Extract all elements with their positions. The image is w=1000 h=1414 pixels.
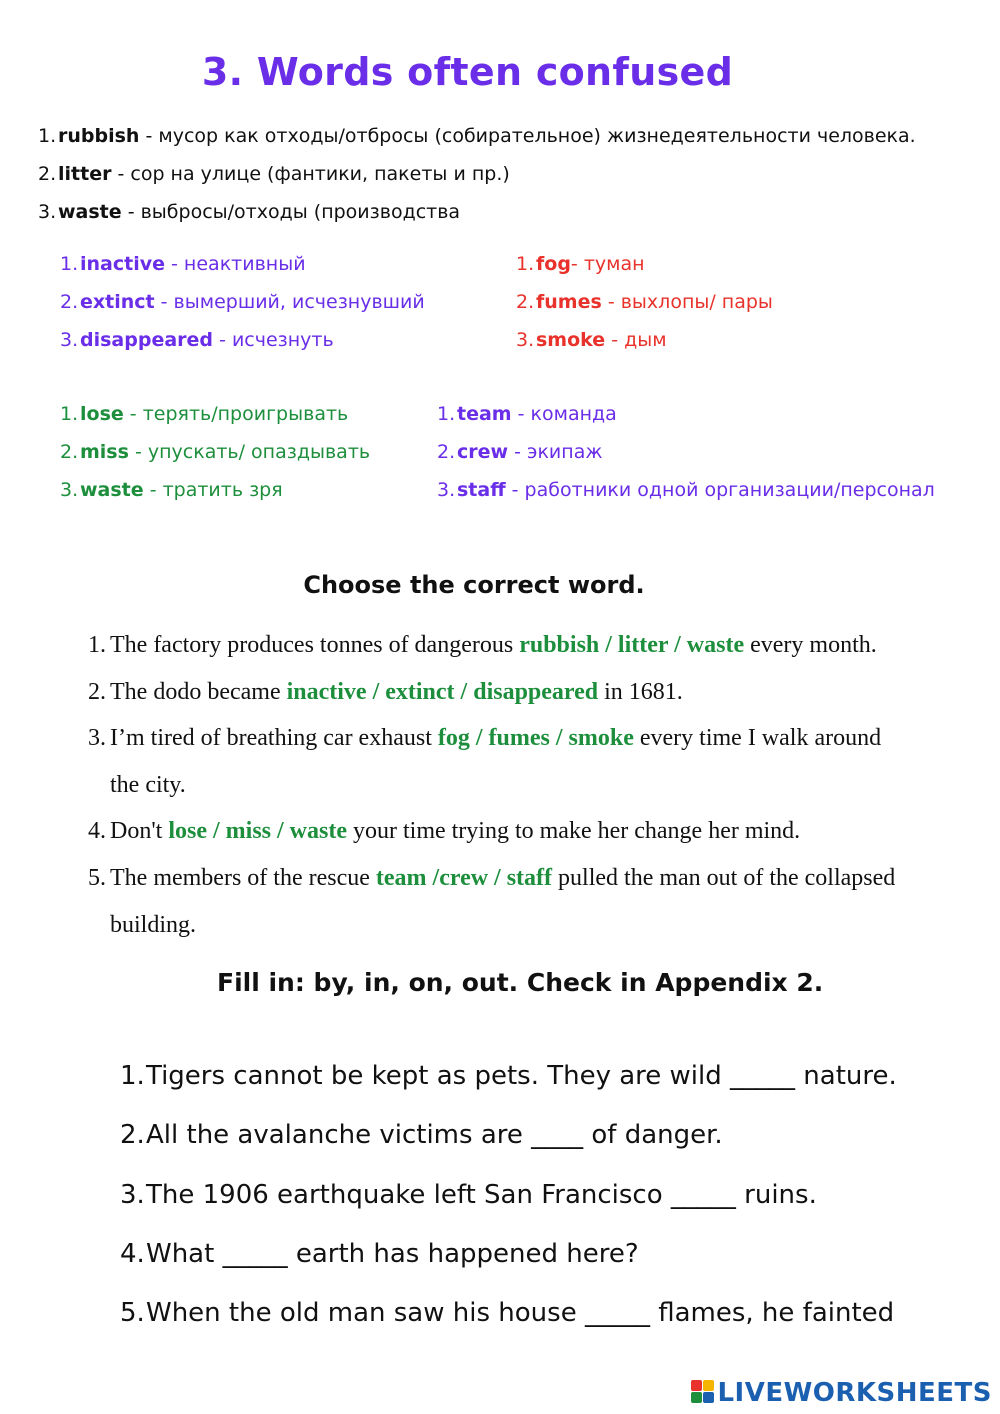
group-lose	[60, 395, 370, 509]
definition-word: litter	[58, 163, 112, 185]
group-item: 2.extinct - вымерший, исчезнувший	[60, 291, 425, 313]
definition-meaning: - выбросы/отходы (производства	[121, 201, 461, 223]
group-item: 1.fog- туман	[516, 253, 645, 275]
group-item: 3.disappeared - исчезнуть	[60, 329, 334, 351]
exercise-list	[88, 622, 910, 948]
group-item: 2.crew - экипаж	[437, 441, 603, 463]
fill-item: 1.Tigers cannot be kept as pets. They are wild _____ nature.	[120, 1061, 897, 1091]
group-inactive	[60, 245, 425, 359]
word-options[interactable]: rubbish / litter / waste	[519, 632, 745, 658]
definition-word: waste	[58, 201, 122, 223]
fill-item: 3.The 1906 earthquake left San Francisco _____ ruins.	[120, 1179, 817, 1210]
group-item: 3.staff - работники одной организации/персонал	[437, 479, 935, 501]
group-fog	[516, 245, 773, 359]
word-options[interactable]: lose / miss / waste	[168, 818, 347, 845]
group-item: 1.inactive - неактивный	[60, 253, 306, 275]
fill-heading: Fill in: by, in, on, out. Check in Appendix 2.	[217, 968, 824, 997]
fill-list	[120, 1047, 897, 1343]
definition-meaning: - мусор как отходы/отбросы (собирательное) жизнедеятельности человека.	[139, 125, 916, 147]
definition-meaning: - сор на улице (фантики, пакеты и пр.)	[111, 163, 510, 185]
exercise-item: 1. The factory produces tonnes of dangerous rubbish / litter / waste every month.	[88, 632, 877, 658]
group-item: 2.fumes - выхлопы/ пары	[516, 291, 773, 313]
definition-item: 3.waste - выбросы/отходы (производства	[38, 201, 461, 223]
definition-item: 1.rubbish - мусор как отходы/отбросы (собирательное) жизнедеятельности человека.	[38, 125, 916, 147]
exercise-item: 5. The members of the rescue team /crew / staff pulled the man out of the collapsed building.	[88, 864, 896, 938]
liveworksheets-logo-icon	[691, 1380, 715, 1404]
group-team	[437, 395, 935, 509]
exercise-item: 4. Don't lose / miss / waste your time trying to make her change her mind.	[88, 818, 801, 845]
exercise-item: 3. I’m tired of breathing car exhaust fog / fumes / smoke every time I walk around the city.	[88, 725, 882, 798]
choose-heading: Choose the correct word.	[303, 571, 645, 599]
word-options[interactable]: fog / fumes / smoke	[437, 725, 634, 752]
brand-name: LIVEWORKSHEETS	[717, 1378, 992, 1408]
definition-word: rubbish	[58, 125, 140, 147]
group-item: 3.waste - тратить зря	[60, 479, 283, 501]
word-options[interactable]: team /crew / staff	[375, 864, 553, 891]
group-item: 1.lose - терять/проигрывать	[60, 403, 349, 425]
group-item: 1.team - команда	[437, 403, 617, 425]
page-title: 3. Words often confused	[201, 50, 734, 94]
definition-item: 2.litter - сор на улице (фантики, пакеты и пр.)	[38, 163, 510, 185]
exercise-item: 2. The dodo became inactive / extinct / disappeared in 1681.	[88, 678, 683, 705]
fill-item: 5.When the old man saw his house _____ flames, he fainted	[120, 1298, 895, 1329]
group-item: 2.miss - упускать/ опаздывать	[60, 441, 371, 463]
brand-logo[interactable]	[691, 1378, 992, 1408]
definitions-list	[38, 117, 916, 231]
fill-item: 2.All the avalanche victims are ____ of danger.	[120, 1120, 723, 1151]
group-item: 3.smoke - дым	[516, 329, 667, 351]
fill-item: 4.What _____ earth has happened here?	[120, 1238, 639, 1269]
word-options[interactable]: inactive / extinct / disappeared	[286, 678, 599, 705]
